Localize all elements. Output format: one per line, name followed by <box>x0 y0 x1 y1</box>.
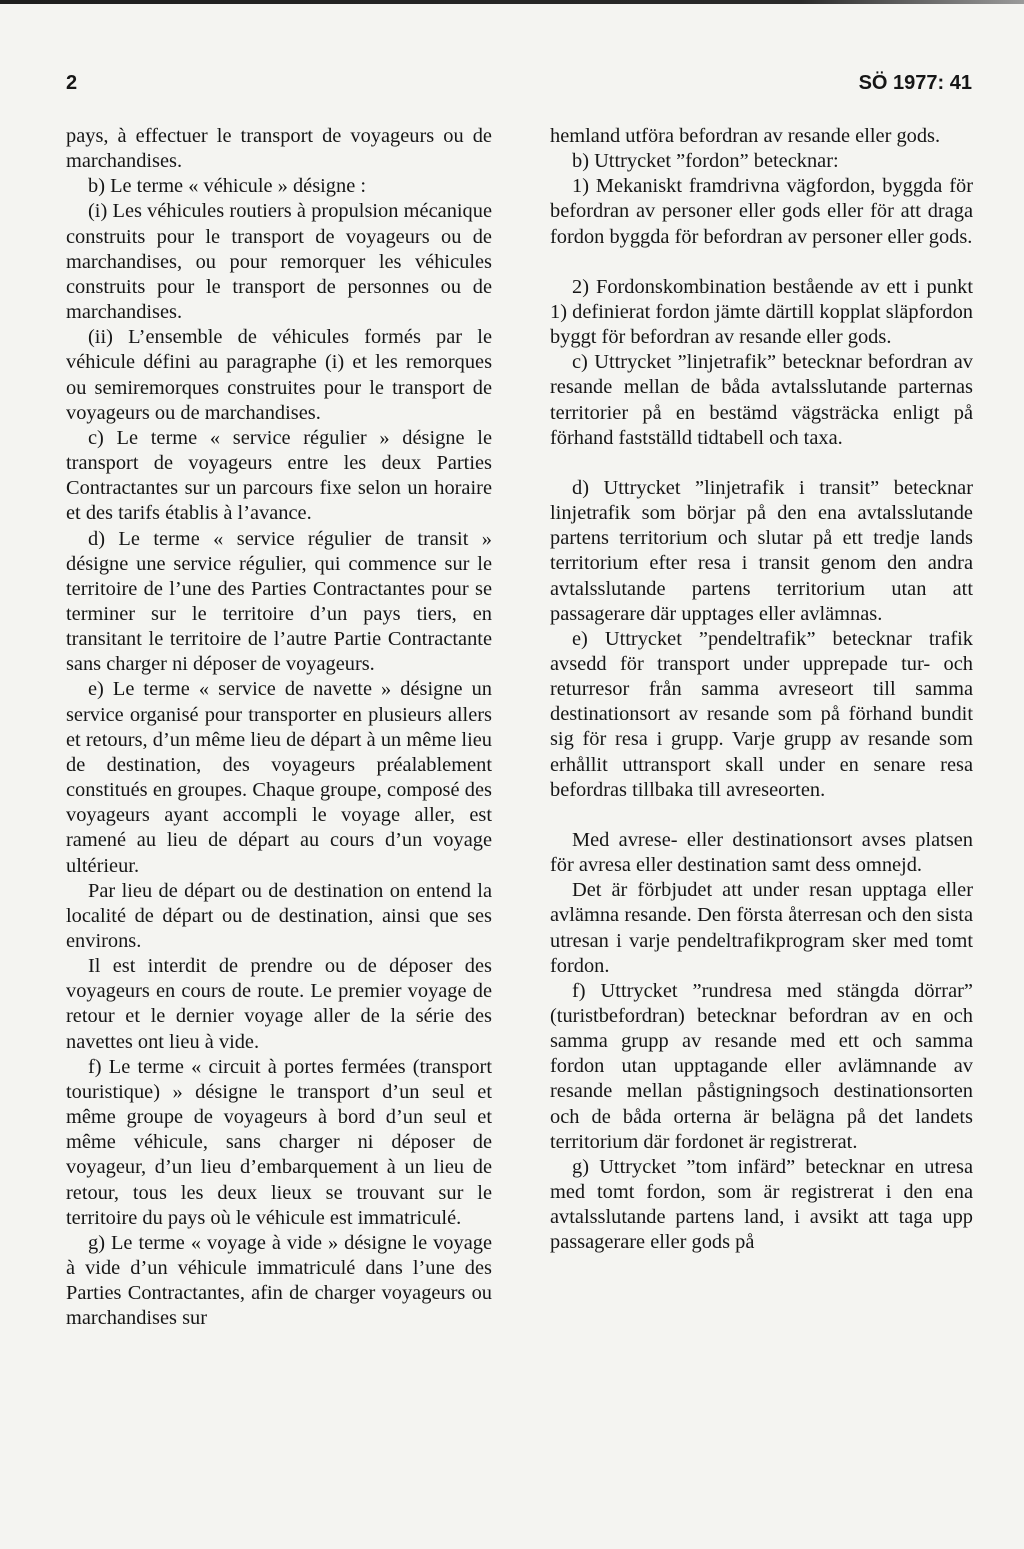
paragraph-sv-10: f) Uttrycket ”rundresa med stängda dörrar” (turistbefordran) betecknar befordran av en och samma grupp av resande med ett och samma fordon utan upptagande eller avlämnande av resande mellan påstigningsoch destinationsorten och de båda orterna är belägna på det landets territorium där fordonet är registrerat. <box>550 979 973 1153</box>
paragraph-fr-6: d) Le terme « service régulier de transit » désigne une service régulier, qui commence sur le territoire de l’une des Parties Contractantes pour se terminer sur le territoire d’un pays tiers, en transitant le territoire de l’autre Partie Contractante sans charger ni déposer de voyageurs. <box>66 527 492 676</box>
swedish-column <box>550 124 973 1256</box>
paragraph-fr-7: e) Le terme « service de navette » désigne un service organisé pour transporter en plusieurs allers et retours, d’un même lieu de départ à un même lieu de destination, des voyageurs préalablement constitués en groupes. Chaque groupe, composé des voyageurs ayant accompli le voyage aller, est ramené au lieu de départ au cours d’un voyage ultérieur. <box>66 678 492 877</box>
paragraph-fr-3: (i) Les véhicules routiers à propulsion mécanique construits pour le transport de voyageurs ou de marchandises, ou pour remorquer les véhicules construits pour le transport de personnes ou de marchandises. <box>66 200 492 324</box>
paragraph-sv-4: 2) Fordonskombination bestående av ett i punkt 1) definierat fordon jämte därtill kopplat släpfordon byggt för befordran av resande eller gods. <box>550 275 973 349</box>
document-reference: SÖ 1977: 41 <box>858 72 972 94</box>
paragraph-fr-4: (ii) L’ensemble de véhicules formés par le véhicule défini au paragraphe (i) et les remorques ou semiremorques construites pour le transport de voyageurs ou de marchandises. <box>66 326 492 424</box>
paragraph-fr-1: pays, à effectuer le transport de voyageurs ou de marchandises. <box>66 125 492 173</box>
paragraph-fr-5: c) Le terme « service régulier » désigne le transport de voyageurs entre les deux Parties Contractantes sur un parcours fixe selon un horaire et des tarifs établis à l’avance. <box>66 426 492 525</box>
top-border-line <box>0 0 1024 4</box>
french-column <box>66 124 492 1332</box>
paragraph-sv-7: e) Uttrycket ”pendeltrafik” betecknar trafik avsedd för transport under upprepade tur- och returresor från samma avreseort till samma destinationsort av resande som på förhand bundit sig för resa i grupp. Varje grupp av resande som erhållit uttransport skall under en senare resa befordras tillbaka till avreseorten. <box>550 627 973 801</box>
paragraph-fr-9: Il est interdit de prendre ou de déposer des voyageurs en cours de route. Le premier voyage de retour et le dernier voyage aller de la série des navettes ont lieu à vide. <box>66 955 492 1053</box>
page-number: 2 <box>66 72 78 94</box>
paragraph-sv-3: 1) Mekaniskt framdrivna vägfordon, byggda för befordran av personer eller gods eller för att draga fordon byggda för befordran av personer eller gods. <box>550 175 973 248</box>
page-header <box>66 72 972 102</box>
paragraph-sv-2: b) Uttrycket ”fordon” betecknar: <box>572 150 839 173</box>
paragraph-sv-6: d) Uttrycket ”linjetrafik i transit” betecknar linjetrafik som börjar på den ena avtalsslutande partens territorium och slutar på ett tredje lands territorium efter resa i transit genom den andra avtalsslutande partens territorium utan att passagerare där upptages eller avlämnas. <box>550 476 973 625</box>
paragraph-sv-1: hemland utföra befordran av resande eller gods. <box>550 125 941 147</box>
paragraph-fr-8: Par lieu de départ ou de destination on entend la localité de départ ou de destination, ainsi que ses environs. <box>66 879 492 952</box>
paragraph-fr-10: f) Le terme « circuit à portes fermées (transport touristique) » désigne le transport d’un seul et même groupe de voyageurs à bord d’un seul et même véhicule, sans charger ni déposer de voyageur, d’un lieu d’embarquement à un lieu de retour, tous les deux lieux se trouvant sur le territoire du pays où le véhicule est immatriculé. <box>66 1055 492 1229</box>
paragraph-fr-11: g) Le terme « voyage à vide » désigne le voyage à vide d’un véhicule immatriculé dans l’une des Parties Contractantes, afin de charger voyageurs ou marchandises sur <box>66 1231 492 1330</box>
paragraph-sv-8: Med avrese- eller destinationsort avses platsen för avresa eller destination samt dess omnejd. <box>550 828 973 877</box>
paragraph-sv-9: Det är förbjudet att under resan upptaga eller avlämna resande. Den första återresan och den sista utresan i varje pendeltrafikprogram sker med tomt fordon. <box>550 879 973 977</box>
paragraph-sv-11: g) Uttrycket ”tom infärd” betecknar en utresa med tomt fordon, som är registrerat i den ena avtalsslutande partens land, i avsikt att taga upp passagerare eller gods på <box>550 1155 973 1254</box>
paragraph-fr-2: b) Le terme « véhicule » désigne : <box>88 175 367 198</box>
paragraph-sv-5: c) Uttrycket ”linjetrafik” betecknar befordran av resande mellan de båda avtalsslutande parternas territorier på en bestämd vägsträcka enligt på förhand fastställd tidtabell och taxa. <box>550 351 973 449</box>
